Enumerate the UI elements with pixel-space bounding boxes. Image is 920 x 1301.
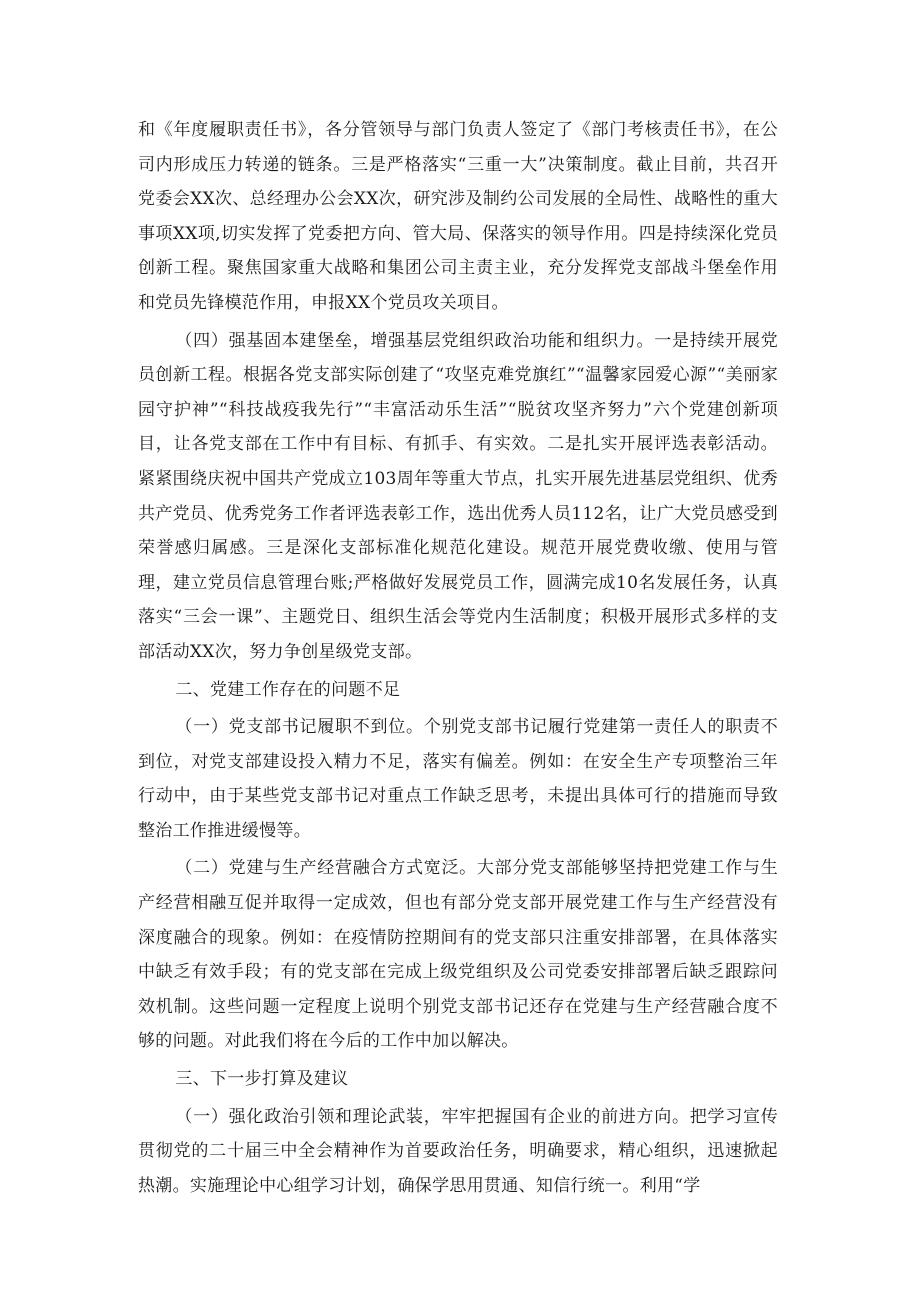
- paragraph-problem-one: （一）党支部书记履职不到位。个别党支部书记履行党建第一责任人的职责不到位，对党支部建设投入精力不足，落实有偏差。例如：在安全生产专项整治三年行动中，由于某些党支部书记对重点工作缺乏思考，未提出具体可行的措施而导致整治工作推进缓慢等。: [138, 717, 778, 841]
- paragraph-continued: 和《年度履职责任书》，各分管领导与部门负责人签定了《部门考核责任书》，在公司内形成压力转递的链条。三是严格落实“三重一大”决策制度。截止目前，共召开党委会XX次、总经理办公会XX次，研究涉及制约公司发展的全局性、战略性的重大事项XX项,切实发挥了党委把方向、管大局、保落实的领导作用。四是持续深化党员创新工程。聚焦国家重大战略和集团公司主责主业，充分发挥党支部战斗堡垒作用和党员先锋模范作用，申报XX个党员攻关项目。: [138, 120, 778, 313]
- heading-problems: 二、党建工作存在的问题不足: [175, 679, 401, 700]
- paragraph-problem-two: （二）党建与生产经营融合方式宽泛。大部分党支部能够坚持把党建工作与生产经营相融互促并取得一定成效，但也有部分党支部开展党建工作与生产经营没有深度融合的现象。例如：在疫情防控期间有的党支部只注重安排部署，在具体落实中缺乏有效手段；有的党支部在完成上级党组织及公司党委安排部署后缺乏跟踪问效机制。这些问题一定程度上说明个别党支部书记还存在党建与生产经营融合度不够的问题。对此我们将在今后的工作中加以解决。: [138, 858, 778, 1052]
- heading-next-steps: 三、下一步打算及建议: [175, 1069, 349, 1090]
- paragraph-next-one: （一）强化政治引领和理论武装，牢牢把握国有企业的前进方向。把学习宣传贯彻党的二十届三中全会精神作为首要政治任务，明确要求，精心组织，迅速掀起热潮。实施理论中心组学习计划，确保学思用贯通、知信行统一。利用“学: [138, 1106, 778, 1196]
- document-page: [138, 113, 778, 1203]
- paragraph-section-four: （四）强基固本建堡垒，增强基层党组织政治功能和组织力。一是持续开展党员创新工程。根据各党支部实际创建了“攻坚克难党旗红”“温馨家园爱心源”“美丽家园守护神”“科技战疫我先行”“丰富活动乐生活”“脱贫攻坚齐努力”六个党建创新项目，让各党支部在工作中有目标、有抓手、有实效。二是扎实开展评选表彰活动。紧紧围绕庆祝中国共产党成立103周年等重大节点，扎实开展先进基层党组织、优秀共产党员、优秀党务工作者评选表彰工作，选出优秀人员112名，让广大党员感受到荣誉感归属感。三是深化支部标准化规范化建设。规范开展党费收缴、使用与管理，建立党员信息管理台账;严格做好发展党员工作，圆满完成10名发展任务，认真落实“三会一课”、主题党日、组织生活会等党内生活制度；积极开展形式多样的支部活动XX次，努力争创星级党支部。: [138, 330, 778, 662]
